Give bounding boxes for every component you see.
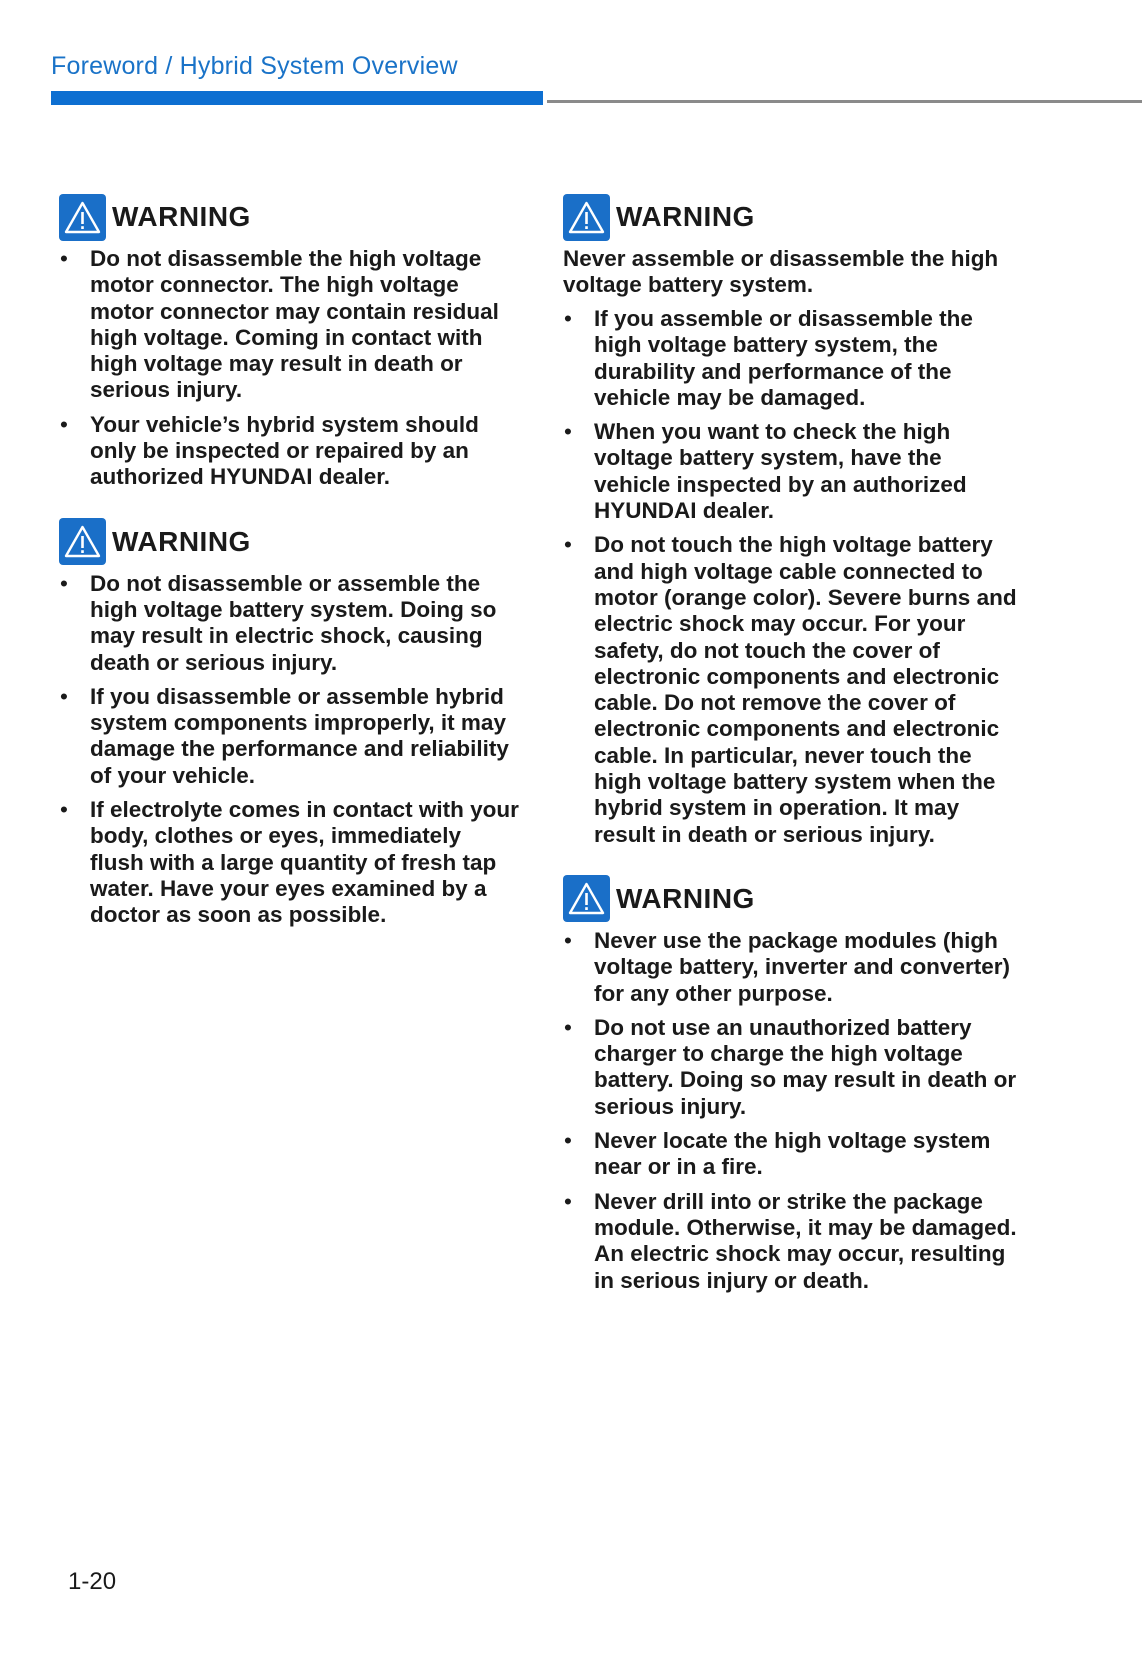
left-column — [59, 192, 519, 955]
list-item: • If you disassemble or assemble hybrid system components improperly, it may damage the performance and reliability of your vehicle. — [59, 684, 519, 789]
warning-list — [59, 571, 519, 929]
warning-title: WARNING — [112, 525, 251, 557]
list-item: • Do not touch the high voltage battery and high voltage cable connected to motor (orange color). Severe burns and electric shock may occur. For your safety, do not touch the cover of electronic components and electronic cable. Do not remove the cover of electronic components and electronic cable. In particular, never touch the high voltage battery system when the hybrid system in operation. It may result in death or serious injury. — [563, 532, 1023, 848]
list-item: • Never use the package modules (high voltage battery, inverter and converter) for any other purpose. — [563, 928, 1023, 1007]
warning-triangle-icon — [563, 875, 610, 922]
list-item: • When you want to check the high voltage battery system, have the vehicle inspected by an authorized HYUNDAI dealer. — [563, 419, 1023, 524]
warning-triangle-icon — [59, 194, 106, 241]
warning-list — [563, 306, 1023, 848]
warning-block — [563, 874, 1023, 1294]
list-item: • Your vehicle’s hybrid system should only be inspected or repaired by an authorized HYUNDAI dealer. — [59, 412, 519, 491]
warning-title: WARNING — [616, 882, 755, 914]
list-item: • Do not disassemble or assemble the high voltage battery system. Doing so may result in electric shock, causing death or serious injury. — [59, 571, 519, 676]
warning-title: WARNING — [616, 201, 755, 232]
right-column — [563, 192, 1023, 1320]
list-item: • If electrolyte comes in contact with your body, clothes or eyes, immediately flush with a large quantity of fresh tap water. Have your eyes examined by a doctor as soon as possible. — [59, 797, 519, 928]
warning-block — [59, 517, 519, 929]
warning-heading — [59, 517, 519, 567]
page-number: 1-20 — [68, 1568, 117, 1595]
warning-block — [563, 192, 1023, 848]
header-rule-gray — [547, 100, 1142, 103]
list-item: • Never drill into or strike the package module. Otherwise, it may be damaged. An electric shock may occur, resulting in serious injury or death. — [563, 1189, 1023, 1294]
warning-title: WARNING — [112, 201, 251, 232]
header-rule-accent — [51, 91, 543, 105]
list-item: • Never locate the high voltage system near or in a fire. — [563, 1128, 1023, 1181]
list-item: • Do not use an unauthorized battery charger to charge the high voltage battery. Doing so may result in death or serious injury. — [563, 1015, 1023, 1120]
warning-block — [59, 192, 519, 491]
page-header-title: Foreword / Hybrid System Overview — [51, 52, 458, 80]
warning-list — [59, 246, 519, 491]
list-item: • Do not disassemble the high voltage motor connector. The high voltage motor connector may contain residual high voltage. Coming in contact with high voltage may result in death or serious injury. — [59, 246, 519, 404]
warning-heading — [563, 874, 1023, 924]
warning-intro: Never assemble or disassemble the high voltage battery system. — [563, 246, 999, 297]
list-item: • If you assemble or disassemble the high voltage battery system, the durability and performance of the vehicle may be damaged. — [563, 306, 1023, 411]
warning-triangle-icon — [59, 518, 106, 565]
warning-heading — [563, 192, 1023, 242]
warning-list — [563, 928, 1023, 1294]
warning-heading — [59, 192, 519, 242]
warning-triangle-icon — [563, 194, 610, 241]
